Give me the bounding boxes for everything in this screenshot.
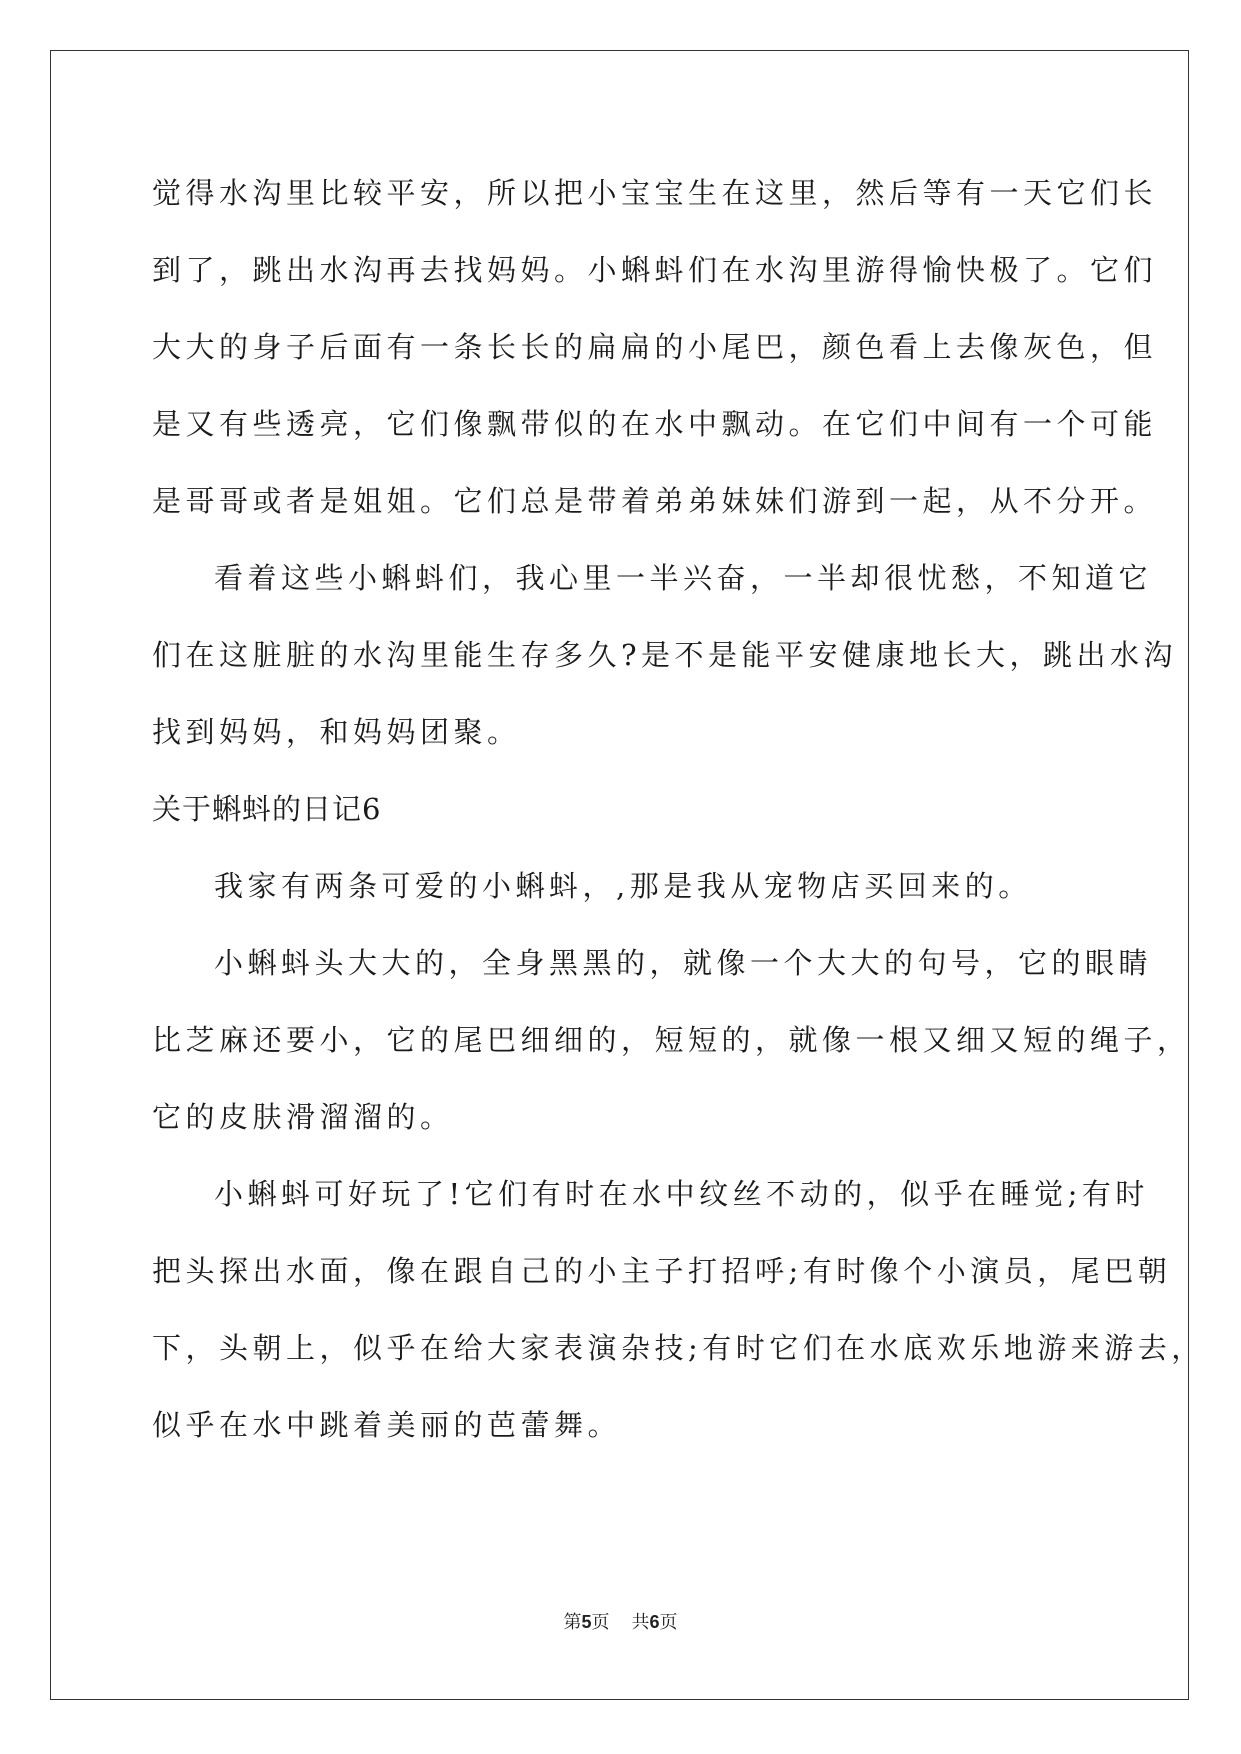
paragraph-start-line: 看着这些小蝌蚪们，我心里一半兴奋，一半却很忧愁，不知道它 xyxy=(214,561,1153,595)
text-line: 比芝麻还要小，它的尾巴细细的，短短的，就像一根又细又短的绳子， xyxy=(152,1023,1191,1057)
total-pages: 6 xyxy=(649,1612,660,1632)
page-prefix: 第 xyxy=(563,1612,582,1633)
page-footer xyxy=(0,1608,1241,1634)
page-number: 5 xyxy=(581,1612,592,1632)
text-line: 大大的身子后面有一条长长的扁扁的小尾巴，颜色看上去像灰色，但 xyxy=(152,330,1158,364)
text-line: 是又有些透亮，它们像飘带似的在水中飘动。在它们中间有一个可能 xyxy=(152,407,1158,441)
section-heading: 关于蝌蚪的日记6 xyxy=(152,792,382,826)
total-prefix: 共 xyxy=(631,1612,650,1633)
total-suffix: 页 xyxy=(659,1612,678,1633)
text-line: 把头探出水面，像在跟自己的小主子打招呼;有时像个小演员，尾巴朝 xyxy=(152,1254,1172,1288)
page-suffix: 页 xyxy=(591,1612,610,1633)
paragraph-start-line: 我家有两条可爱的小蝌蚪，,那是我从宠物店买回来的。 xyxy=(214,869,1032,903)
text-line: 找到妈妈，和妈妈团聚。 xyxy=(152,715,521,749)
paragraph-start-line: 小蝌蚪头大大的，全身黑黑的，就像一个大大的句号，它的眼睛 xyxy=(214,946,1153,980)
paragraph-start-line: 小蝌蚪可好玩了!它们有时在水中纹丝不动的，似乎在睡觉;有时 xyxy=(214,1177,1149,1211)
text-line: 觉得水沟里比较平安，所以把小宝宝生在这里，然后等有一天它们长 xyxy=(152,176,1158,210)
text-line: 它的皮肤滑溜溜的。 xyxy=(152,1100,454,1134)
text-line: 下，头朝上，似乎在给大家表演杂技;有时它们在水底欢乐地游来游去， xyxy=(152,1331,1205,1365)
text-line: 到了，跳出水沟再去找妈妈。小蝌蚪们在水沟里游得愉快极了。它们 xyxy=(152,253,1158,287)
text-line: 似乎在水中跳着美丽的芭蕾舞。 xyxy=(152,1408,622,1442)
document-body xyxy=(152,155,1205,1464)
text-line: 们在这脏脏的水沟里能生存多久?是不是能平安健康地长大，跳出水沟 xyxy=(152,638,1178,672)
text-line: 是哥哥或者是姐姐。它们总是带着弟弟妹妹们游到一起，从不分开。 xyxy=(152,484,1158,518)
